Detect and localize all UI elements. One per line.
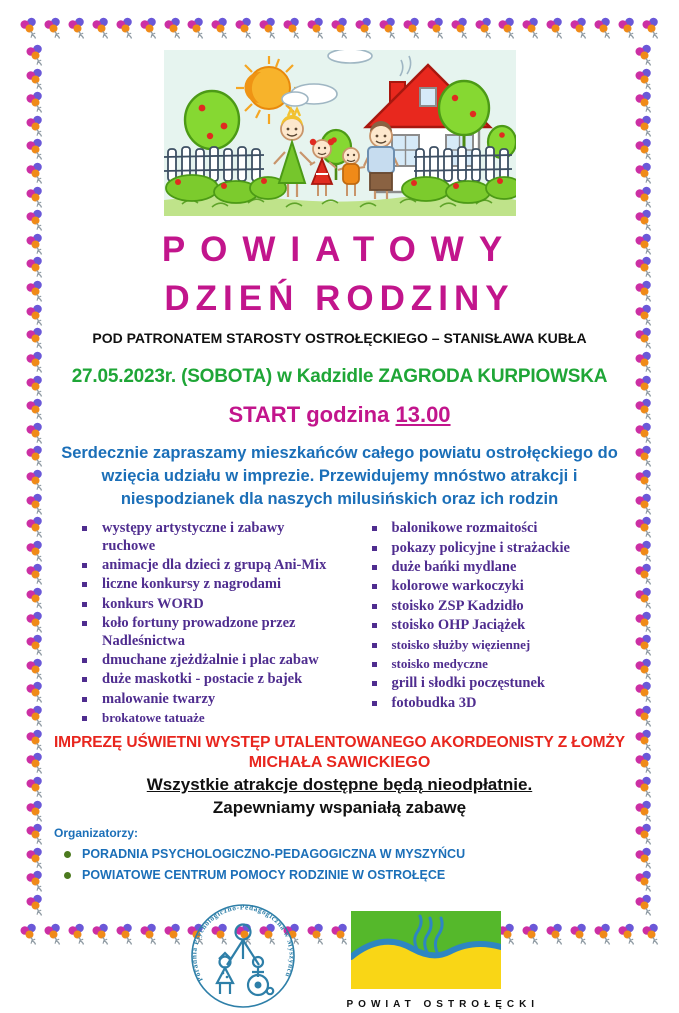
family-house-illustration xyxy=(164,50,516,216)
balloon-icon xyxy=(635,540,652,562)
bullet-icon xyxy=(82,621,87,626)
bullet-icon xyxy=(82,582,87,587)
balloon-icon xyxy=(635,516,652,538)
start-time-line xyxy=(46,402,633,428)
attraction-item: konkurs WORD xyxy=(78,596,340,613)
balloon-icon xyxy=(635,44,652,66)
balloon-icon xyxy=(635,162,652,184)
bullet-icon xyxy=(82,697,87,702)
bullet-icon xyxy=(372,604,377,609)
balloon-icon xyxy=(26,681,43,703)
balloon-icon xyxy=(26,823,43,845)
balloon-icon xyxy=(403,17,420,39)
poradnia-logo xyxy=(175,899,311,1013)
poradnia-circle-text: Poradnia Psychologiczno-Pedagogiczna w Myszyńcu xyxy=(188,902,297,984)
balloon-icon xyxy=(635,752,652,774)
bullet-icon xyxy=(372,584,377,589)
balloon-icon xyxy=(26,894,43,916)
balloon-icon xyxy=(26,115,43,137)
powiat-ostrolecki-logo xyxy=(346,899,540,1011)
balloon-icon xyxy=(635,445,652,467)
balloon-icon xyxy=(635,233,652,255)
balloon-icon xyxy=(26,138,43,160)
balloon-icon xyxy=(164,17,181,39)
balloon-icon xyxy=(26,729,43,751)
balloon-icon xyxy=(68,17,85,39)
balloon-icon xyxy=(475,17,492,39)
attraction-item: kolorowe warkoczyki xyxy=(368,578,634,595)
accordionist-highlight-line2: MICHAŁA SAWICKIEGO xyxy=(248,753,431,771)
balloon-icon xyxy=(635,398,652,420)
bullet-icon xyxy=(64,851,71,858)
balloon-icon xyxy=(635,729,652,751)
balloon-icon xyxy=(635,68,652,90)
start-time: 13.00 xyxy=(395,402,451,427)
attraction-item: animacje dla dzieci z grupą Ani-Mix xyxy=(78,557,340,574)
attraction-item: występy artystyczne i zabawy ruchowe xyxy=(78,520,340,555)
balloon-icon xyxy=(635,422,652,444)
poster-title-line2: DZIEŃ RODZINY xyxy=(164,279,515,318)
balloon-icon xyxy=(635,800,652,822)
balloon-border-left xyxy=(22,44,46,916)
balloon-icon xyxy=(635,351,652,373)
attraction-item: stoisko ZSP Kadzidło xyxy=(368,598,634,615)
balloon-icon xyxy=(635,91,652,113)
balloon-icon xyxy=(26,516,43,538)
balloon-icon xyxy=(635,894,652,916)
balloon-icon xyxy=(498,17,515,39)
balloon-icon xyxy=(283,17,300,39)
poster-title-line1: POWIATOWY xyxy=(161,230,518,269)
balloon-icon xyxy=(635,847,652,869)
balloon-icon xyxy=(355,17,372,39)
balloon-icon xyxy=(635,256,652,278)
balloon-icon xyxy=(635,634,652,656)
balloon-icon xyxy=(331,17,348,39)
attraction-item: malowanie twarzy xyxy=(78,691,340,708)
balloon-icon xyxy=(451,17,468,39)
balloon-icon xyxy=(26,611,43,633)
bullet-icon xyxy=(82,563,87,568)
balloon-icon xyxy=(635,375,652,397)
attraction-item: stoisko medyczne xyxy=(368,656,634,673)
attraction-item: balonikowe rozmaitości xyxy=(368,520,634,537)
balloon-icon xyxy=(44,17,61,39)
balloon-icon xyxy=(635,209,652,231)
balloon-icon xyxy=(635,681,652,703)
balloon-icon xyxy=(635,563,652,585)
attraction-item: duże bańki mydlane xyxy=(368,559,634,576)
bullet-icon xyxy=(82,658,87,663)
balloon-icon xyxy=(26,469,43,491)
balloon-icon xyxy=(635,587,652,609)
balloon-icon xyxy=(635,611,652,633)
attraction-item: pokazy policyjne i strażackie xyxy=(368,540,634,557)
attractions-columns xyxy=(46,520,633,729)
balloon-icon xyxy=(307,17,324,39)
start-prefix: START godzina xyxy=(228,402,390,427)
balloon-icon xyxy=(20,17,37,39)
balloon-icon xyxy=(635,705,652,727)
attraction-item: stoisko OHP Jaciążek xyxy=(368,617,634,634)
attractions-list-right xyxy=(340,520,634,729)
balloon-icon xyxy=(594,17,611,39)
bullet-icon xyxy=(372,643,377,648)
balloon-icon xyxy=(635,493,652,515)
attraction-item: dmuchane zjeżdżalnie i plac zabaw xyxy=(78,652,340,669)
organizer-item: POWIATOWE CENTRUM POMOCY RODZINIE W OSTROŁĘCE xyxy=(46,865,633,887)
intro-paragraph: Serdecznie zapraszamy mieszkańców całego powiatu ostrołęckiego do wzięcia udziału w imprezie. Przewidujemy mnóstwo atrakcji i niespodzianek dla naszych milusińskich oraz ich rodzin xyxy=(61,444,618,508)
bullet-icon xyxy=(372,526,377,531)
balloon-icon xyxy=(26,800,43,822)
organizers-list xyxy=(46,844,633,888)
balloon-icon xyxy=(522,17,539,39)
attraction-item: stoisko służby więziennej xyxy=(368,637,634,654)
attraction-item: duże maskotki - postacie z bajek xyxy=(78,671,340,688)
balloon-icon xyxy=(26,705,43,727)
balloon-icon xyxy=(26,563,43,585)
accordionist-highlight-line1: IMPREZĘ UŚWIETNI WYSTĘP UTALENTOWANEGO AKORDEONISTY Z ŁOMŻY xyxy=(53,733,626,751)
balloon-icon xyxy=(26,658,43,680)
balloon-icon xyxy=(635,280,652,302)
balloon-icon xyxy=(642,17,659,39)
balloon-icon xyxy=(92,17,109,39)
bullet-icon xyxy=(82,716,87,721)
balloon-icon xyxy=(140,17,157,39)
balloon-icon xyxy=(379,17,396,39)
balloon-icon xyxy=(427,17,444,39)
organizer-item: PORADNIA PSYCHOLOGICZNO-PEDAGOGICZNA W MYSZYŃCU xyxy=(46,844,633,866)
balloon-icon xyxy=(635,138,652,160)
balloon-icon xyxy=(635,304,652,326)
balloon-icon xyxy=(26,847,43,869)
poster-content xyxy=(46,44,633,1013)
bullet-icon xyxy=(64,872,71,879)
attraction-item: liczne konkursy z nagrodami xyxy=(78,576,340,593)
event-date-line: 27.05.2023r. (SOBOTA) w Kadzidle ZAGRODA KURPIOWSKA xyxy=(71,366,608,387)
bullet-icon xyxy=(372,546,377,551)
balloon-icon xyxy=(26,91,43,113)
bullet-icon xyxy=(82,526,87,531)
balloon-border-top xyxy=(20,16,659,40)
balloon-icon xyxy=(26,209,43,231)
balloon-icon xyxy=(116,17,133,39)
balloon-icon xyxy=(26,186,43,208)
balloon-icon xyxy=(26,162,43,184)
balloon-icon xyxy=(26,68,43,90)
balloon-icon xyxy=(26,493,43,515)
balloon-icon xyxy=(635,776,652,798)
balloon-border-right xyxy=(631,44,655,916)
attractions-list-left xyxy=(46,520,340,729)
balloon-icon xyxy=(635,469,652,491)
balloon-icon xyxy=(570,17,587,39)
balloon-icon xyxy=(635,658,652,680)
balloon-icon xyxy=(26,256,43,278)
balloon-icon xyxy=(235,17,252,39)
bullet-icon xyxy=(372,623,377,628)
balloon-icon xyxy=(259,17,276,39)
balloon-icon xyxy=(618,17,635,39)
balloon-icon xyxy=(26,280,43,302)
balloon-icon xyxy=(26,398,43,420)
bullet-icon xyxy=(372,662,377,667)
balloon-icon xyxy=(26,445,43,467)
balloon-icon xyxy=(187,17,204,39)
balloon-icon xyxy=(26,587,43,609)
balloon-icon xyxy=(26,351,43,373)
balloon-icon xyxy=(635,823,652,845)
balloon-icon xyxy=(635,327,652,349)
balloon-icon xyxy=(26,44,43,66)
balloon-icon xyxy=(26,233,43,255)
bullet-icon xyxy=(372,681,377,686)
balloon-icon xyxy=(26,375,43,397)
balloon-icon xyxy=(20,923,37,945)
balloon-icon xyxy=(26,776,43,798)
balloon-icon xyxy=(26,304,43,326)
balloon-icon xyxy=(546,17,563,39)
attraction-item: fotobudka 3D xyxy=(368,695,634,712)
balloon-icon xyxy=(26,752,43,774)
balloon-icon xyxy=(635,870,652,892)
bullet-icon xyxy=(82,602,87,607)
balloon-icon xyxy=(26,870,43,892)
patronage-line: POD PATRONATEM STAROSTY OSTROŁĘCKIEGO – STANISŁAWA KUBŁA xyxy=(92,330,587,346)
balloon-icon xyxy=(26,327,43,349)
attraction-item: koło fortuny prowadzone przez Nadleśnictwa xyxy=(78,615,340,650)
attraction-item: grill i słodki poczęstunek xyxy=(368,675,634,692)
balloon-icon xyxy=(26,422,43,444)
balloon-icon xyxy=(26,634,43,656)
attraction-item: brokatowe tatuaże xyxy=(78,710,340,727)
powiat-logo-label: POWIAT OSTROŁĘCKI xyxy=(346,999,540,1011)
bullet-icon xyxy=(372,565,377,570)
balloon-icon xyxy=(211,17,228,39)
logos-row xyxy=(46,899,633,1013)
balloon-icon xyxy=(642,923,659,945)
balloon-icon xyxy=(635,115,652,137)
bullet-icon xyxy=(372,701,377,706)
balloon-icon xyxy=(26,540,43,562)
bullet-icon xyxy=(82,677,87,682)
balloon-icon xyxy=(635,186,652,208)
organizers-label: Organizatorzy: xyxy=(54,825,139,840)
free-attractions-notice: Wszystkie atrakcje dostępne będą nieodpłatnie. xyxy=(146,774,533,794)
fun-guarantee-line: Zapewniamy wspaniałą zabawę xyxy=(212,797,467,817)
